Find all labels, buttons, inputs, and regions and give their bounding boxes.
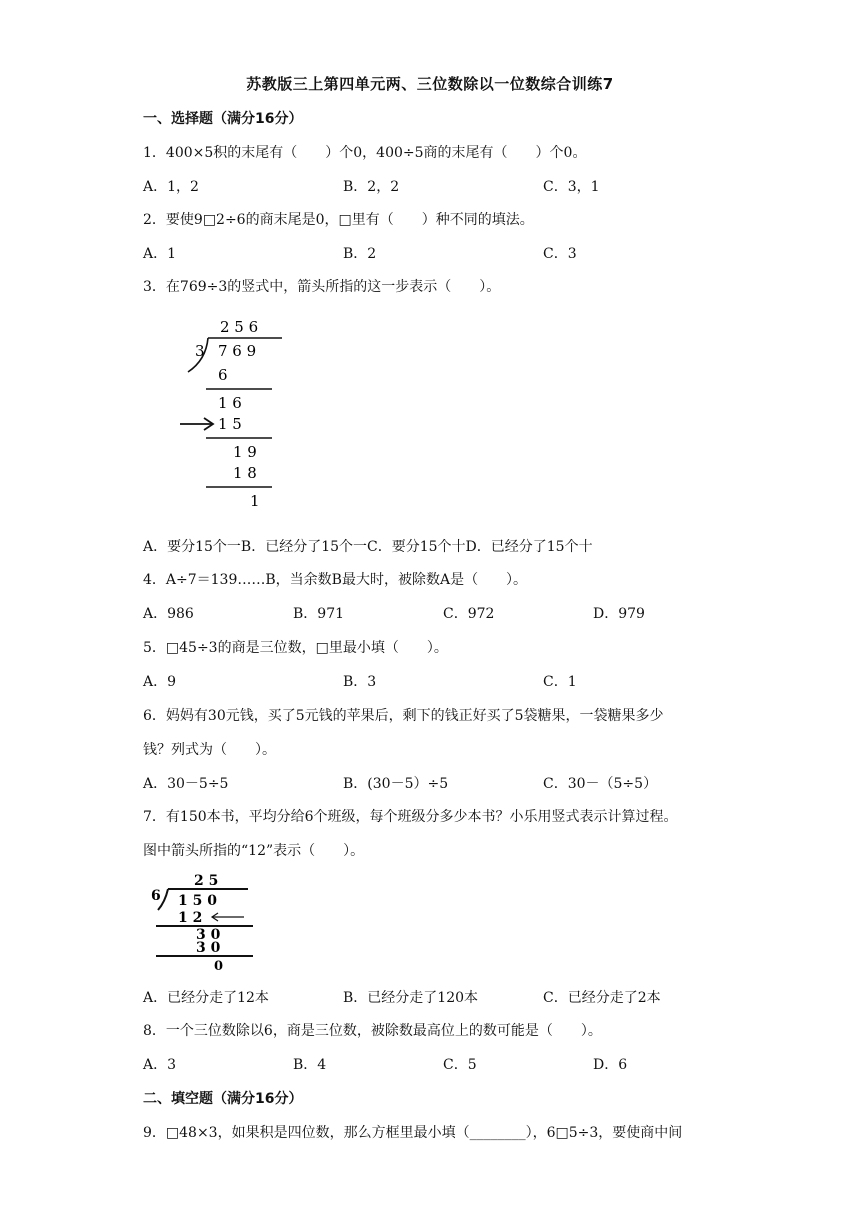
question-1: 1．400×5积的末尾有（ ）个0，400÷5商的末尾有（ ）个0。: [143, 145, 587, 161]
q8-option-a: A．3: [143, 1057, 177, 1073]
section-heading-fill: 二、填空题（满分16分）: [143, 1091, 303, 1107]
q5-option-c: C．1: [543, 674, 577, 690]
fig2-quotient: 2 5: [194, 873, 219, 889]
question-2: 2．要使9□2÷6的商末尾是0，□里有（ ）种不同的填法。: [143, 212, 534, 228]
fig2-divisor: 6: [151, 888, 161, 904]
q6-option-a: A．30－5÷5: [143, 776, 229, 792]
fig2-row-1: 1 2: [178, 910, 203, 926]
q5-option-b: B．3: [343, 674, 377, 690]
question-3: 3．在769÷3的竖式中，箭头所指的这一步表示（ ）。: [143, 279, 501, 295]
q1-option-b: B．2，2: [343, 179, 400, 195]
question-5: 5．□45÷3的商是三位数，□里最小填（ ）。: [143, 640, 448, 656]
q8-option-d: D．6: [593, 1057, 628, 1073]
q2-option-b: B．2: [343, 246, 377, 262]
fig1-row-1: 6: [218, 366, 228, 384]
fig1-row-2: 1 6: [218, 394, 242, 412]
q2-option-a: A．1: [143, 246, 177, 262]
arrow-left-icon: [212, 913, 244, 921]
question-4: 4．A÷7＝139……B，当余数B最大时，被除数A是（ ）。: [143, 572, 528, 588]
fig1-quotient: 2 5 6: [220, 318, 259, 336]
question-6-line-1: 6．妈妈有30元钱，买了5元钱的苹果后，剩下的钱正好买了5袋糖果，一袋糖果多少: [143, 708, 664, 724]
fig1-dividend: 7 6 9: [218, 342, 257, 360]
q4-option-d: D．979: [593, 606, 645, 622]
fig1-divisor: 3: [195, 342, 205, 360]
q1-option-c: C．3，1: [543, 179, 600, 195]
fig2-row-4: 0: [214, 959, 224, 974]
question-7-line-1: 7．有150本书，平均分给6个班级，每个班级分多少本书？小乐用竖式表示计算过程。: [143, 809, 678, 825]
fig1-row-5: 1 8: [233, 464, 257, 482]
q5-option-a: A．9: [143, 674, 177, 690]
long-division-figure-150: [148, 870, 268, 975]
question-9: 9．□48×3，如果积是四位数，那么方框里最小填（________），6□5÷3，要使商中间: [143, 1125, 683, 1141]
fig2-row-3: 3 0: [196, 940, 221, 956]
q7-option-a: A．已经分走了12本: [143, 990, 269, 1006]
fig1-row-6: 1: [250, 492, 260, 510]
section-heading-choice: 一、选择题（满分16分）: [143, 111, 303, 127]
arrow-right-icon: [180, 418, 213, 430]
fig1-row-4: 1 9: [233, 443, 257, 461]
q4-option-c: C．972: [443, 606, 495, 622]
q8-option-c: C．5: [443, 1057, 477, 1073]
q6-option-c: C．30－（5÷5）: [543, 776, 658, 792]
q6-option-b: B．(30－5）÷5: [343, 776, 449, 792]
q4-option-a: A．986: [143, 606, 194, 622]
long-division-figure-769: [170, 310, 300, 515]
q8-option-b: B．4: [293, 1057, 327, 1073]
question-8: 8．一个三位数除以6，商是三位数，被除数最高位上的数可能是（ ）。: [143, 1023, 602, 1039]
q4-option-b: B．971: [293, 606, 345, 622]
page-title: 苏教版三上第四单元两、三位数除以一位数综合训练7: [246, 75, 614, 93]
fig1-row-3: 1 5: [218, 415, 242, 433]
fig2-row-2: 3 0: [196, 927, 221, 943]
q2-option-c: C．3: [543, 246, 577, 262]
q7-option-c: C．已经分走了2本: [543, 990, 661, 1006]
question-6-line-2: 钱？列式为（ ）。: [143, 742, 276, 758]
fig2-dividend: 1 5 0: [178, 893, 217, 909]
q1-option-a: A．1，2: [143, 179, 199, 195]
question-7-line-2: 图中箭头所指的“12”表示（ ）。: [143, 843, 365, 859]
q3-options: A．要分15个一B．已经分了15个一C．要分15个十D．已经分了15个十: [143, 539, 593, 555]
q7-option-b: B．已经分走了120本: [343, 990, 479, 1006]
